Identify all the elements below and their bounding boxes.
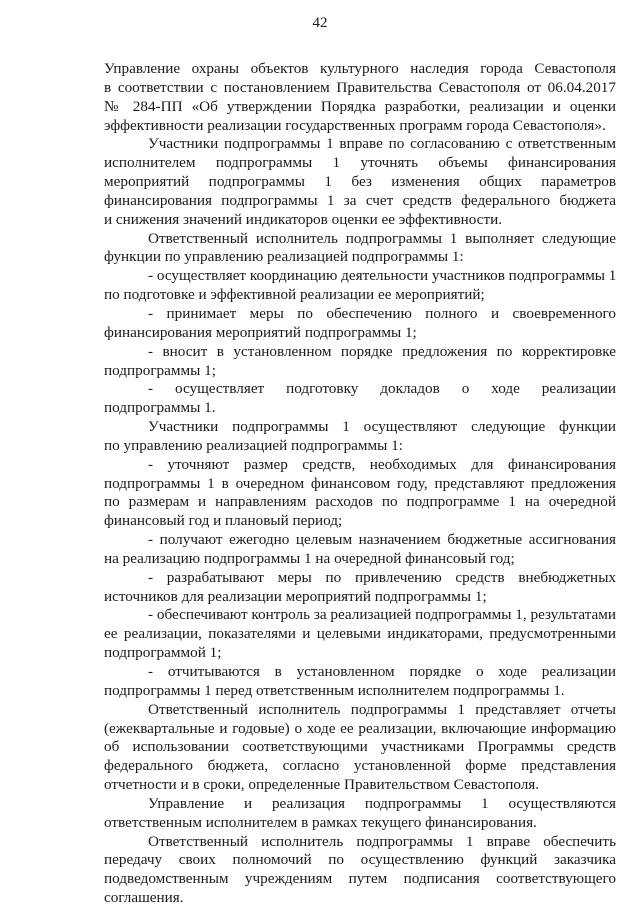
- text-line: - обеспечивают контроль за реализацией подпрограммы 1, результатами: [148, 606, 616, 624]
- text-line: (ежеквартальные и годовые) о ходе ее реализации, включающие информацию: [104, 719, 616, 737]
- text-line: отчетности и в сроки, определенные Правительством Севастополя.: [104, 776, 540, 794]
- text-line: Участники подпрограммы 1 осуществляют следующие функции: [148, 418, 616, 436]
- document-body: [104, 60, 616, 908]
- paragraph-participants-functions: [104, 418, 616, 456]
- text-line: источников для реализации мероприятий подпрограммы 1;: [104, 587, 487, 605]
- text-line: подпрограммой 1;: [104, 644, 222, 662]
- text-line: Управление и реализация подпрограммы 1 осуществляются: [148, 794, 616, 812]
- paragraph-executor-functions: [104, 230, 616, 268]
- paragraph-reporting: [104, 701, 616, 795]
- text-line: - получают ежегодно целевым назначением бюджетные ассигнования: [148, 531, 616, 549]
- text-line: - вносит в установленном порядке предложения по корректировке: [148, 342, 616, 360]
- text-line: исполнителем подпрограммы 1 уточнять объемы финансирования: [104, 154, 616, 172]
- text-line: - разрабатывают меры по привлечению средств внебюджетных: [148, 568, 616, 586]
- text-line: - уточняют размер средств, необходимых для финансирования: [148, 455, 616, 473]
- page-number: 42: [312, 15, 328, 31]
- list-item: [104, 569, 616, 607]
- list-item: [104, 606, 616, 663]
- text-line: подпрограммы 1 в очередном финансовом году, представляют предложения: [104, 474, 616, 492]
- text-line: соглашения.: [104, 889, 184, 907]
- text-line: федерального бюджета, согласно установленной форме представления: [104, 757, 616, 775]
- text-line: Участники подпрограммы 1 вправе по согласованию с ответственным: [148, 135, 616, 153]
- text-line: и снижения значений индикаторов оценки ее эффективности.: [104, 210, 503, 228]
- text-line: подпрограммы 1 перед ответственным исполнителем подпрограммы 1.: [104, 681, 565, 699]
- text-line: - осуществляет координацию деятельности участников подпрограммы 1: [148, 267, 617, 285]
- text-line: Ответственный исполнитель подпрограммы 1 представляет отчеты: [148, 700, 616, 718]
- text-line: функции по управлению реализацией подпрограммы 1:: [104, 248, 464, 266]
- text-line: подведомственным учреждениям путем подписания соответствующего: [104, 870, 616, 888]
- text-line: подпрограммы 1;: [104, 361, 216, 379]
- text-line: подпрограммы 1.: [104, 399, 216, 417]
- text-line: № 284-ПП «Об утверждении Порядка разработки, реализации и оценки: [104, 97, 616, 115]
- text-line: Ответственный исполнитель подпрограммы 1 вправе обеспечить: [148, 832, 616, 850]
- text-line: эффективности реализации государственных программ города Севастополя».: [104, 116, 606, 134]
- list-item: [104, 663, 616, 701]
- text-line: финансовый год и плановый период;: [104, 512, 343, 530]
- list-item: [104, 456, 616, 531]
- text-line: финансирования мероприятий подпрограммы 1;: [104, 323, 417, 341]
- list-item: [104, 305, 616, 343]
- paragraph-management: [104, 795, 616, 833]
- text-line: - принимает меры по обеспечению полного и своевременного: [148, 304, 616, 322]
- text-line: ее реализации, показателями и целевыми индикаторами, предусмотренными: [104, 625, 616, 643]
- list-item: [104, 343, 616, 381]
- text-line: Управление охраны объектов культурного наследия города Севастополя: [104, 60, 616, 77]
- text-line: об использовании соответствующими участниками Программы средств: [104, 738, 616, 756]
- text-line: по подготовке и эффективной реализации ее мероприятий;: [104, 286, 485, 304]
- list-item: [104, 267, 616, 305]
- text-line: в соответствии с постановлением Правительства Севастополя от 06.04.2017: [104, 78, 616, 96]
- text-line: по размерам и направлениям расходов по подпрограмме 1 на очередной: [104, 493, 616, 511]
- text-line: на реализацию подпрограммы 1 на очередной финансовый год;: [104, 549, 515, 567]
- text-line: передачу своих полномочий по осуществлению функций заказчика: [104, 851, 616, 869]
- list-item: [104, 531, 616, 569]
- text-line: финансирования подпрограммы 1 за счет средств федерального бюджета: [104, 191, 616, 209]
- text-line: Ответственный исполнитель подпрограммы 1 выполняет следующие: [148, 229, 616, 247]
- paragraph-delegation: [104, 833, 616, 908]
- text-line: ответственным исполнителем в рамках текущего финансирования.: [104, 813, 537, 831]
- text-line: - осуществляет подготовку докладов о ходе реализации: [148, 380, 616, 398]
- paragraph-participants-rights: [104, 135, 616, 229]
- paragraph-intro: [104, 60, 616, 135]
- text-line: по управлению реализацией подпрограммы 1:: [104, 436, 403, 454]
- text-line: - отчитываются в установленном порядке о ходе реализации: [148, 663, 616, 680]
- list-item: [104, 380, 616, 418]
- text-line: мероприятий подпрограммы 1 без изменения общих параметров: [104, 173, 616, 191]
